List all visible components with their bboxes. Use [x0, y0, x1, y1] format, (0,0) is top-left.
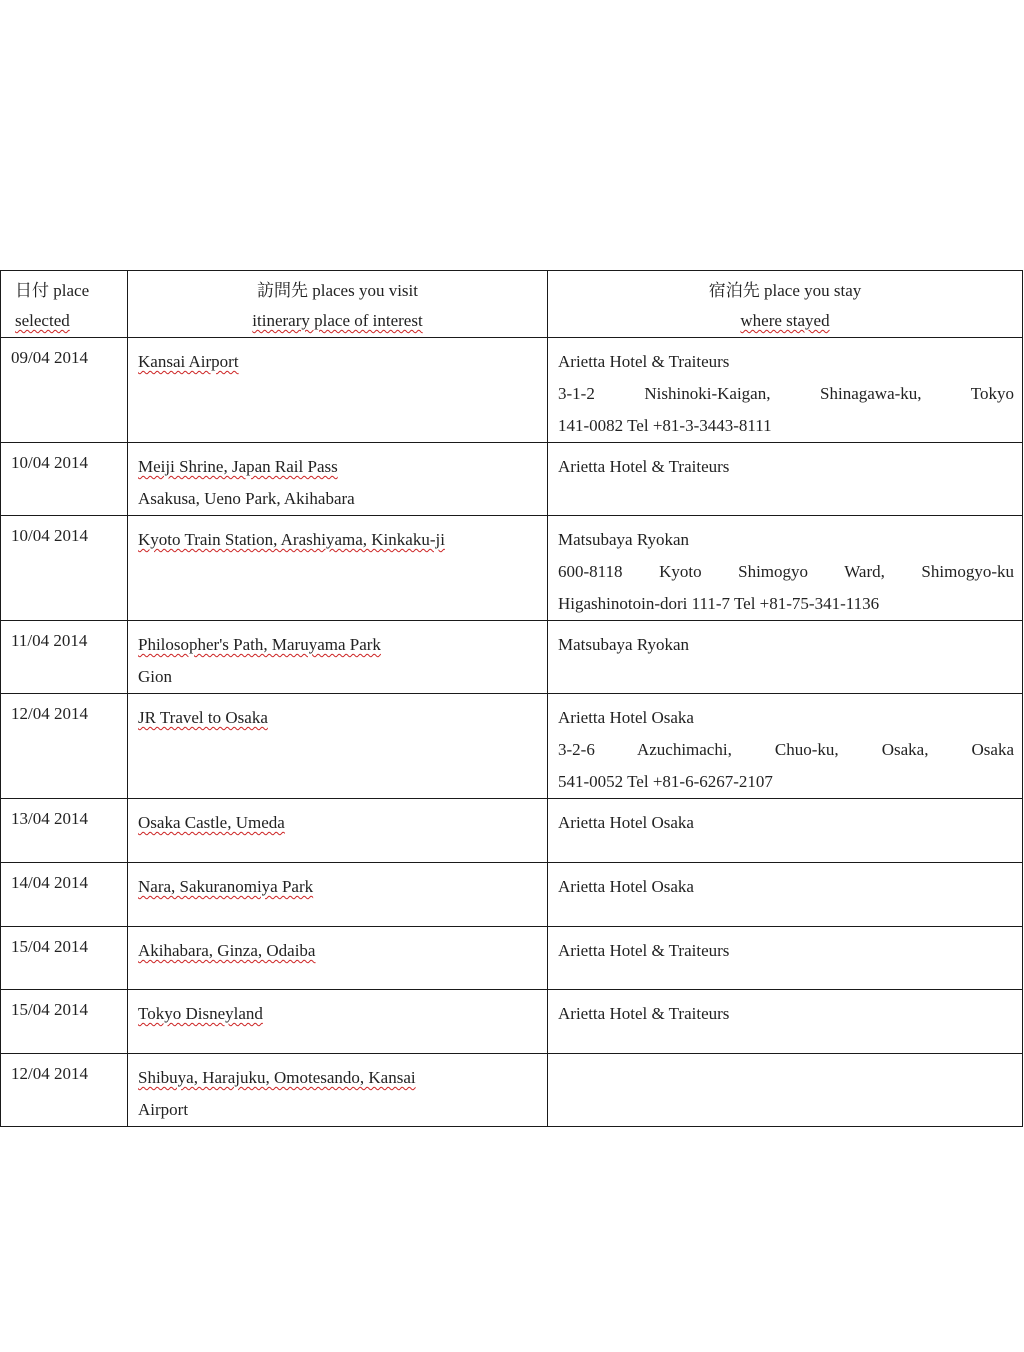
stay-line: Arietta Hotel Osaka — [558, 708, 694, 727]
itinerary-table — [0, 270, 1023, 1127]
row-visit — [128, 799, 548, 863]
row-visit — [128, 694, 548, 799]
stay-line: Higashinotoin-dori 111-7 Tel +81-75-341-1136 — [558, 594, 880, 613]
row-date: 13/04 2014 — [1, 799, 128, 863]
row-date: 14/04 2014 — [1, 863, 128, 927]
table-body — [1, 338, 1023, 1127]
row-date: 11/04 2014 — [1, 621, 128, 694]
stay-line: Arietta Hotel & Traiteurs — [558, 457, 730, 476]
row-stay — [548, 799, 1023, 863]
row-date: 15/04 2014 — [1, 990, 128, 1054]
table-row — [1, 621, 1023, 694]
table-row — [1, 443, 1023, 516]
date-header-line2: selected — [15, 311, 70, 330]
table-row — [1, 799, 1023, 863]
row-visit — [128, 338, 548, 443]
stay-line: 3-1-2 Nishinoki-Kaigan, Shinagawa-ku, Tokyo — [558, 384, 1014, 403]
visit-line: Asakusa, Ueno Park, Akihabara — [138, 489, 355, 508]
visit-line: Gion — [138, 667, 172, 686]
visit-line: Tokyo Disneyland — [138, 1004, 263, 1023]
row-visit — [128, 443, 548, 516]
stay-line: 3-2-6 Azuchimachi, Chuo-ku, Osaka, Osaka — [558, 740, 1014, 759]
visit-line: Osaka Castle, Umeda — [138, 813, 285, 832]
table-row — [1, 863, 1023, 927]
date-header-line1: 日付 place — [15, 281, 90, 300]
visit-line: Nara, Sakuranomiya Park — [138, 877, 314, 896]
row-stay — [548, 338, 1023, 443]
visit-header — [128, 271, 548, 338]
stay-line: Arietta Hotel Osaka — [558, 877, 694, 896]
row-stay — [548, 443, 1023, 516]
row-stay — [548, 1054, 1023, 1127]
row-stay — [548, 621, 1023, 694]
row-date: 12/04 2014 — [1, 1054, 128, 1127]
row-stay — [548, 927, 1023, 990]
row-visit — [128, 621, 548, 694]
visit-line: Akihabara, Ginza, Odaiba — [138, 941, 316, 960]
row-stay — [548, 863, 1023, 927]
row-visit — [128, 1054, 548, 1127]
stay-line: Arietta Hotel & Traiteurs — [558, 352, 730, 371]
row-date: 10/04 2014 — [1, 516, 128, 621]
header-row — [1, 271, 1023, 338]
table-row — [1, 1054, 1023, 1127]
row-date: 10/04 2014 — [1, 443, 128, 516]
row-visit — [128, 516, 548, 621]
stay-line: Arietta Hotel Osaka — [558, 813, 694, 832]
row-visit — [128, 990, 548, 1054]
stay-header-line2: where stayed — [740, 311, 830, 330]
date-header — [1, 271, 128, 338]
row-stay — [548, 516, 1023, 621]
visit-line: Kyoto Train Station, Arashiyama, Kinkaku-ji — [138, 530, 445, 549]
visit-line: Shibuya, Harajuku, Omotesando, Kansai — [138, 1068, 416, 1087]
visit-header-line2: itinerary place of interest — [252, 311, 423, 330]
row-stay — [548, 694, 1023, 799]
row-stay — [548, 990, 1023, 1054]
visit-line: Airport — [138, 1100, 189, 1119]
stay-header-line1: 宿泊先 place you stay — [708, 281, 862, 300]
row-date: 15/04 2014 — [1, 927, 128, 990]
visit-line: Meiji Shrine, Japan Rail Pass — [138, 457, 338, 476]
table-row — [1, 338, 1023, 443]
table-row — [1, 516, 1023, 621]
row-date: 09/04 2014 — [1, 338, 128, 443]
visit-line: JR Travel to Osaka — [138, 708, 268, 727]
row-visit — [128, 927, 548, 990]
table-row — [1, 990, 1023, 1054]
visit-line: Kansai Airport — [138, 352, 239, 371]
row-date: 12/04 2014 — [1, 694, 128, 799]
stay-line: Arietta Hotel & Traiteurs — [558, 941, 730, 960]
stay-line: 541-0052 Tel +81-6-6267-2107 — [558, 772, 773, 791]
stay-line: 141-0082 Tel +81-3-3443-8111 — [558, 416, 772, 435]
table-row — [1, 927, 1023, 990]
stay-header — [548, 271, 1023, 338]
stay-line: Arietta Hotel & Traiteurs — [558, 1004, 730, 1023]
stay-line: Matsubaya Ryokan — [558, 530, 690, 549]
visit-header-line1: 訪問先 places you visit — [256, 281, 418, 300]
stay-line: Matsubaya Ryokan — [558, 635, 690, 654]
table-row — [1, 694, 1023, 799]
stay-line: 600-8118 Kyoto Shimogyo Ward, Shimogyo-ku — [558, 562, 1014, 581]
row-visit — [128, 863, 548, 927]
visit-line: Philosopher's Path, Maruyama Park — [138, 635, 381, 654]
